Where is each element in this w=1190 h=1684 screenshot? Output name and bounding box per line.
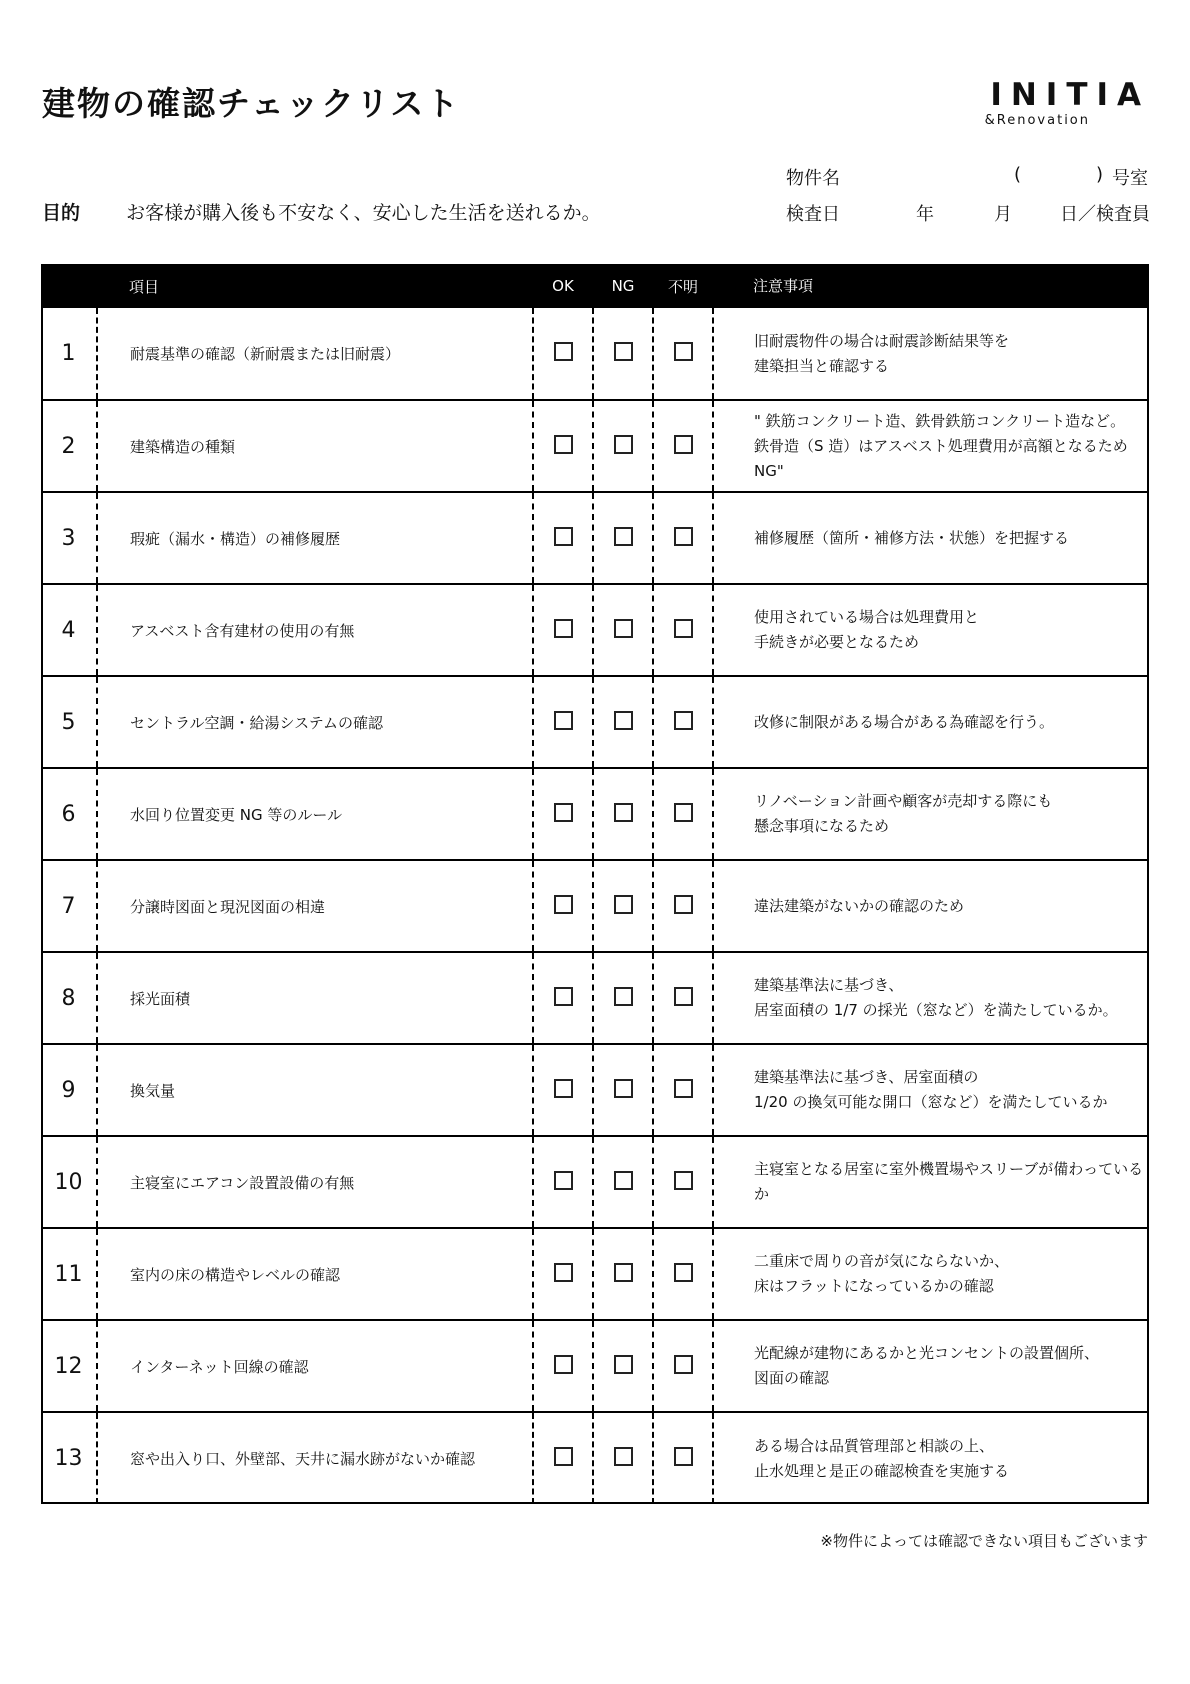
row-note	[713, 584, 1149, 676]
row-number: 3	[61, 525, 76, 551]
table-row	[41, 1320, 1149, 1412]
ng-checkbox[interactable]	[614, 895, 633, 914]
unknown-cell	[653, 1136, 713, 1228]
table-row	[41, 768, 1149, 860]
ok-cell	[533, 952, 593, 1044]
row-item: 建築構造の種類	[97, 400, 533, 492]
row-item: 分譲時図面と現況図面の相違	[97, 860, 533, 952]
row-note-line-2: 図面の確認	[754, 1369, 830, 1387]
ok-cell	[533, 768, 593, 860]
row-note-line-1: 補修履歴（箇所・補修方法・状態）を把握する	[754, 528, 1070, 547]
unknown-checkbox[interactable]	[674, 1355, 693, 1374]
ok-cell	[533, 584, 593, 676]
table-row	[41, 1136, 1149, 1228]
logo-main-text: INITIA	[990, 77, 1150, 113]
ok-checkbox[interactable]	[554, 895, 573, 914]
row-note-line-1: 改修に制限がある場合がある為確認を行う。	[754, 712, 1055, 731]
row-item: 主寝室にエアコン設置設備の有無	[97, 1136, 533, 1228]
room-suffix: 号室	[1112, 168, 1148, 189]
row-number: 11	[54, 1261, 83, 1287]
ng-cell	[593, 1320, 653, 1412]
table-row	[41, 400, 1149, 492]
row-note-line-1: 二重床で周りの音が気にならないか、	[754, 1252, 1010, 1270]
ng-checkbox[interactable]	[614, 342, 633, 361]
row-item: 耐震基準の確認（新耐震または旧耐震）	[97, 308, 533, 400]
unknown-cell	[653, 768, 713, 860]
unknown-checkbox[interactable]	[674, 435, 693, 454]
row-note-line-2: 床はフラットになっているかの確認	[754, 1277, 994, 1295]
ok-cell	[533, 400, 593, 492]
row-note-line-1: 使用されている場合は処理費用と	[754, 608, 980, 626]
header-note: 注意事項	[753, 276, 814, 295]
table-row	[41, 1228, 1149, 1320]
ok-checkbox[interactable]	[554, 711, 573, 730]
row-item: 換気量	[97, 1044, 533, 1136]
unknown-checkbox[interactable]	[674, 1447, 693, 1466]
row-note-line-2: 懸念事項になるため	[754, 817, 890, 835]
row-item: 水回り位置変更 NG 等のルール	[97, 768, 533, 860]
row-note	[713, 492, 1149, 584]
ok-cell	[533, 1136, 593, 1228]
year-label: 年	[916, 204, 934, 225]
ng-checkbox[interactable]	[614, 1171, 633, 1190]
ok-checkbox[interactable]	[554, 1079, 573, 1098]
property-name-label: 物件名	[786, 168, 840, 189]
row-note-line-1: 建築基準法に基づき、居室面積の	[754, 1068, 979, 1086]
row-note	[713, 676, 1149, 768]
row-note	[713, 308, 1149, 400]
unknown-checkbox[interactable]	[674, 1079, 693, 1098]
table-row	[41, 584, 1149, 676]
row-number: 9	[61, 1077, 76, 1103]
unknown-cell	[653, 860, 713, 952]
table-row	[41, 492, 1149, 584]
ng-checkbox[interactable]	[614, 1263, 633, 1282]
ok-cell	[533, 1228, 593, 1320]
unknown-cell	[653, 952, 713, 1044]
row-note	[713, 1412, 1149, 1504]
header-unknown: 不明	[667, 277, 698, 296]
purpose-text: お客様が購入後も不安なく、安心した生活を送れるか。	[126, 202, 601, 224]
row-number: 13	[54, 1446, 83, 1471]
ok-cell	[533, 308, 593, 400]
unknown-checkbox[interactable]	[674, 1263, 693, 1282]
row-note-line-1: 違法建築がないかの確認のため	[754, 896, 965, 915]
row-note-line-1: 光配線が建物にあるかと光コンセントの設置個所、	[754, 1344, 1100, 1362]
room-paren-open: (	[1014, 164, 1022, 185]
ng-checkbox[interactable]	[614, 619, 633, 638]
row-note-line-2: 1/20 の換気可能な開口（窓など）を満たしているか	[754, 1093, 1108, 1111]
purpose-line	[42, 198, 601, 225]
table-row	[41, 1044, 1149, 1136]
ng-cell	[593, 492, 653, 584]
ng-checkbox[interactable]	[614, 1355, 633, 1374]
ng-cell	[593, 768, 653, 860]
ok-cell	[533, 492, 593, 584]
ng-checkbox[interactable]	[614, 1447, 633, 1466]
row-note	[713, 1228, 1149, 1320]
row-note	[713, 400, 1149, 492]
header-ok: OK	[552, 277, 574, 295]
row-item: 瑕疵（漏水・構造）の補修履歴	[97, 492, 533, 584]
row-note-line-1: 旧耐震物件の場合は耐震診断結果等を	[754, 331, 1010, 350]
ng-checkbox[interactable]	[614, 435, 633, 454]
row-note-line-1: " 鉄筋コンクリート造、鉄骨鉄筋コンクリート造など。	[754, 411, 1126, 430]
row-number: 7	[61, 893, 76, 919]
unknown-cell	[653, 1320, 713, 1412]
row-note-line-2: 止水処理と是正の確認検査を実施する	[754, 1461, 1010, 1480]
ng-cell	[593, 1412, 653, 1504]
ok-cell	[533, 1320, 593, 1412]
unknown-cell	[653, 584, 713, 676]
ng-checkbox[interactable]	[614, 527, 633, 546]
row-item: セントラル空調・給湯システムの確認	[97, 676, 533, 768]
row-item: アスベスト含有建材の使用の有無	[97, 584, 533, 676]
ok-checkbox[interactable]	[554, 1355, 573, 1374]
row-number: 1	[61, 341, 76, 366]
ng-cell	[593, 584, 653, 676]
row-note-line-2: 鉄骨造（S 造）はアスベスト処理費用が高額となるため NG"	[754, 436, 1128, 480]
brand-logo	[984, 77, 1150, 128]
ok-cell	[533, 676, 593, 768]
row-number: 2	[61, 433, 76, 459]
ng-checkbox[interactable]	[614, 803, 633, 822]
unknown-checkbox[interactable]	[674, 527, 693, 546]
row-number: 8	[61, 985, 76, 1011]
table-row	[41, 860, 1149, 952]
row-note	[713, 1136, 1149, 1228]
row-note-line-1: ある場合は品質管理部と相談の上、	[754, 1436, 995, 1455]
table-row	[41, 676, 1149, 768]
unknown-cell	[653, 400, 713, 492]
row-note-line-1: 主寝室となる居室に室外機置場やスリーブが備わっているか	[754, 1160, 1144, 1203]
ng-cell	[593, 860, 653, 952]
table-header-row	[41, 264, 1149, 308]
ok-checkbox[interactable]	[554, 1263, 573, 1282]
row-note-line-2: 建築担当と確認する	[754, 356, 890, 375]
ng-cell	[593, 1228, 653, 1320]
row-note	[713, 1320, 1149, 1412]
unknown-cell	[653, 1228, 713, 1320]
header-ng: NG	[611, 277, 635, 295]
row-number: 4	[61, 617, 76, 643]
row-number: 10	[54, 1169, 83, 1195]
unknown-cell	[653, 1044, 713, 1136]
ok-checkbox[interactable]	[554, 803, 573, 822]
ng-cell	[593, 1044, 653, 1136]
row-note	[713, 860, 1149, 952]
unknown-checkbox[interactable]	[674, 803, 693, 822]
ng-checkbox[interactable]	[614, 1079, 633, 1098]
unknown-cell	[653, 492, 713, 584]
unknown-cell	[653, 308, 713, 400]
ok-checkbox[interactable]	[554, 987, 573, 1006]
row-number: 5	[61, 709, 76, 735]
row-note-line-1: リノベーション計画や顧客が売却する際にも	[754, 792, 1053, 810]
logo-sub-text: &Renovation	[984, 113, 1090, 128]
row-note	[713, 768, 1149, 860]
ng-cell	[593, 1136, 653, 1228]
header-item: 項目	[129, 277, 160, 296]
ok-checkbox[interactable]	[554, 619, 573, 638]
unknown-checkbox[interactable]	[674, 711, 693, 730]
unknown-checkbox[interactable]	[674, 342, 693, 361]
row-item: 窓や出入り口、外壁部、天井に漏水跡がないか確認	[97, 1412, 533, 1504]
row-note-line-2: 手続きが必要となるため	[754, 633, 920, 651]
ng-checkbox[interactable]	[614, 711, 633, 730]
ok-cell	[533, 1412, 593, 1504]
purpose-label: 目的	[42, 202, 81, 224]
unknown-cell	[653, 1412, 713, 1504]
ok-checkbox[interactable]	[554, 435, 573, 454]
footnote: ※物件によっては確認できない項目もございます	[820, 1532, 1148, 1550]
ok-cell	[533, 860, 593, 952]
room-paren-close: )	[1096, 164, 1104, 185]
ok-checkbox[interactable]	[554, 527, 573, 546]
ng-cell	[593, 308, 653, 400]
ok-checkbox[interactable]	[554, 1447, 573, 1466]
ng-cell	[593, 676, 653, 768]
row-item: 室内の床の構造やレベルの確認	[97, 1228, 533, 1320]
ok-cell	[533, 1044, 593, 1136]
row-item: インターネット回線の確認	[97, 1320, 533, 1412]
ng-checkbox[interactable]	[614, 987, 633, 1006]
ng-cell	[593, 400, 653, 492]
table-row	[41, 1412, 1149, 1504]
unknown-checkbox[interactable]	[674, 1171, 693, 1190]
row-note-line-1: 建築基準法に基づき、	[754, 976, 904, 994]
table-row	[41, 308, 1149, 400]
header-num	[41, 264, 97, 308]
table-row	[41, 952, 1149, 1044]
ok-checkbox[interactable]	[554, 342, 573, 361]
unknown-cell	[653, 676, 713, 768]
unknown-checkbox[interactable]	[674, 987, 693, 1006]
ng-cell	[593, 952, 653, 1044]
month-label: 月	[994, 204, 1012, 225]
inspection-date-label: 検査日	[786, 204, 840, 225]
row-number: 12	[54, 1353, 83, 1379]
row-note-line-2: 居室面積の 1/7 の採光（窓など）を満たしているか。	[754, 1001, 1118, 1019]
row-number: 6	[61, 801, 76, 827]
row-note	[713, 1044, 1149, 1136]
day-inspector-label: 日／検査員	[1060, 204, 1150, 225]
checklist-table	[41, 264, 1149, 1504]
row-item: 採光面積	[97, 952, 533, 1044]
unknown-checkbox[interactable]	[674, 895, 693, 914]
page-title: 建物の確認チェックリスト	[42, 84, 461, 123]
row-note	[713, 952, 1149, 1044]
ok-checkbox[interactable]	[554, 1171, 573, 1190]
unknown-checkbox[interactable]	[674, 619, 693, 638]
